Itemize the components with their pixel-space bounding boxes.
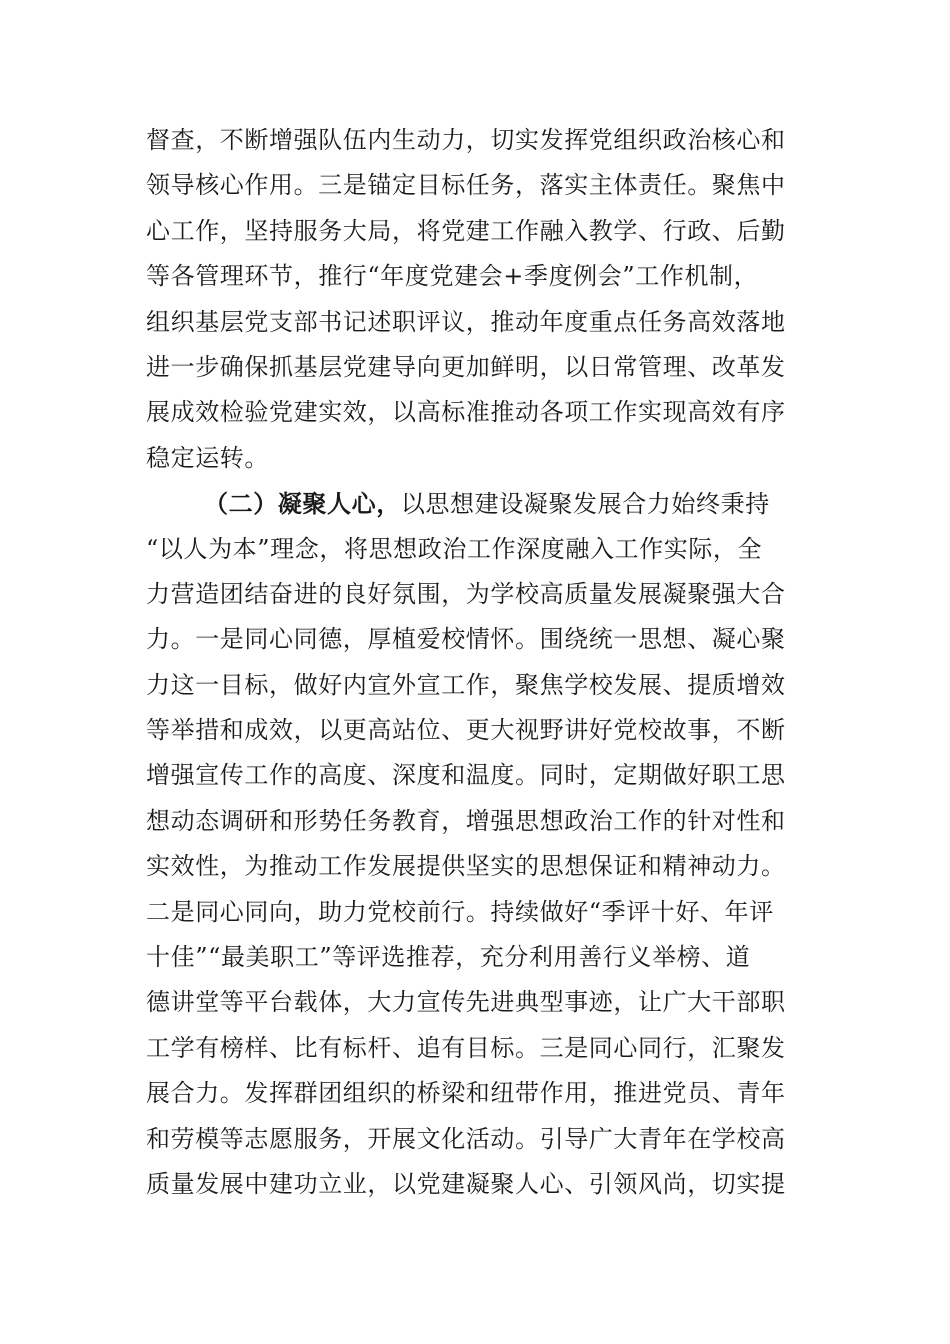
text-line: 展成效检验党建实效，以高标准推动各项工作实现高效有序 <box>146 398 786 427</box>
text-line: 实效性，为推动工作发展提供坚实的思想保证和精神动力。 <box>146 852 786 881</box>
text-line: 二是同心同向，助力党校前行。持续做好“季评十好、年评 <box>146 897 774 926</box>
text-line: 稳定运转。 <box>146 443 269 472</box>
text-line: 质量发展中建功立业，以党建凝聚人心、引领风尚，切实提 <box>146 1169 786 1198</box>
text-line: 心工作，坚持服务大局，将党建工作融入教学、行政、后勤 <box>146 216 786 245</box>
text-line: 力。一是同心同德，厚植爱校情怀。围绕统一思想、凝心聚 <box>146 625 786 654</box>
paragraph-section-two <box>146 527 812 1208</box>
section-heading-rest: 以思想建设凝聚发展合力始终秉持 <box>400 490 770 519</box>
text-line: 增强宣传工作的高度、深度和温度。同时，定期做好职工思 <box>146 761 786 790</box>
text-line: 等各管理环节，推行“年度党建会+季度例会”工作机制， <box>146 262 759 291</box>
text-line: 德讲堂等平台载体，大力宣传先进典型事迹，让广大干部职 <box>146 988 786 1017</box>
text-line: 力这一目标，做好内宣外宣工作，聚焦学校发展、提质增效 <box>146 670 786 699</box>
text-line: 进一步确保抓基层党建导向更加鲜明，以日常管理、改革发 <box>146 352 786 381</box>
text-line: 督查，不断增强队伍内生动力，切实发挥党组织政治核心和 <box>146 126 786 154</box>
text-line: 工学有榜样、比有标杆、追有目标。三是同心同行，汇聚发 <box>146 1033 786 1062</box>
body-text <box>146 118 812 1207</box>
paragraph-continued <box>146 118 812 481</box>
text-line: 组织基层党支部书记述职评议，推动年度重点任务高效落地 <box>146 307 786 336</box>
text-line: 等举措和成效，以更高站位、更大视野讲好党校故事，不断 <box>146 716 786 745</box>
text-line: 想动态调研和形势任务教育，增强思想政治工作的针对性和 <box>146 806 786 835</box>
text-line: 十佳”“最美职工”等评选推荐，充分利用善行义举榜、道 <box>146 943 751 972</box>
text-line: 领导核心作用。三是锚定目标任务，落实主体责任。聚焦中 <box>146 171 786 200</box>
text-line: 力营造团结奋进的良好氛围，为学校高质量发展凝聚强大合 <box>146 579 786 608</box>
text-line: 和劳模等志愿服务，开展文化活动。引导广大青年在学校高 <box>146 1124 786 1153</box>
text-line: 展合力。发挥群团组织的桥梁和纽带作用，推进党员、青年 <box>146 1079 786 1108</box>
section-heading-lead: （二）凝聚人心， <box>204 489 401 519</box>
section-heading <box>146 481 812 526</box>
text-line: “以人为本”理念，将思想政治工作深度融入工作实际，全 <box>146 534 763 563</box>
